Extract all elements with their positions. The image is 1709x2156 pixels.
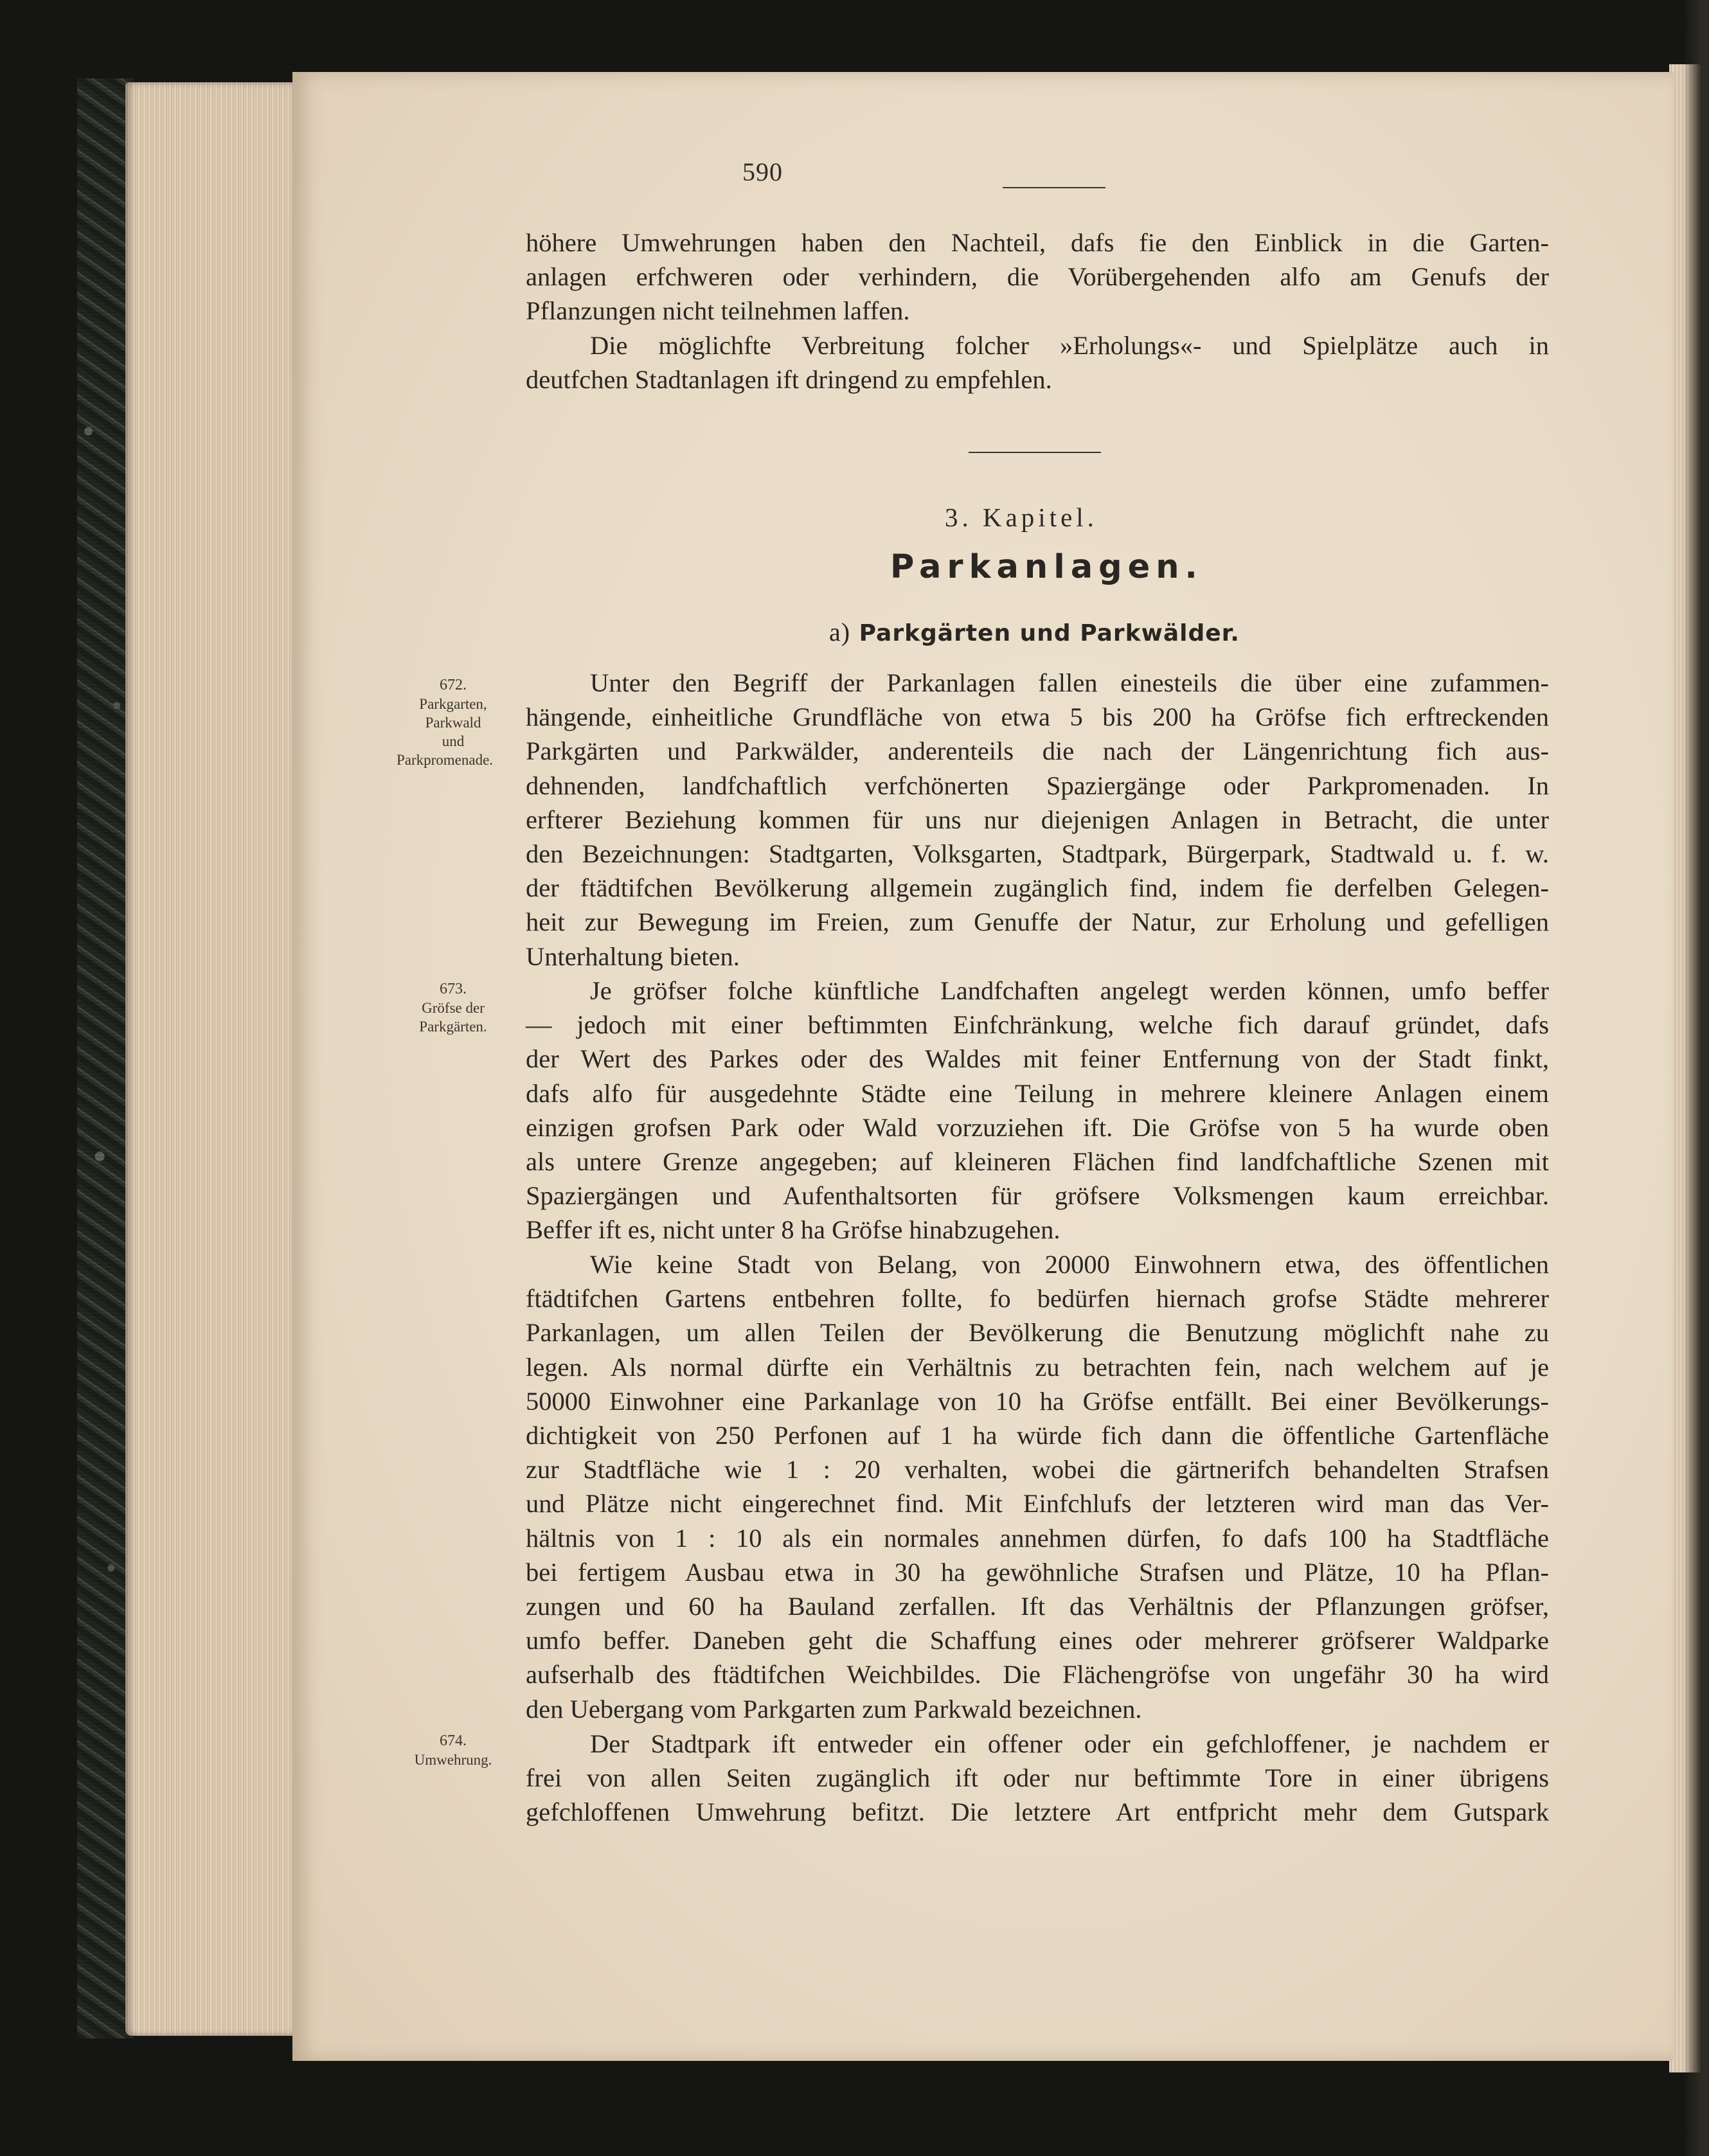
text-line: Unterhaltung bieten. <box>526 941 740 971</box>
intro-text <box>526 226 1549 396</box>
text-line: den Bezeichnungen: Stadtgarten, Volksgarten, Stadtpark, Bürgerpark, Stadtwald u. f. w. <box>526 839 1549 869</box>
text-line: Die möglichfte Verbreitung folcher »Erholungs«- und Spielplätze auch in <box>590 330 1549 360</box>
paragraph-673a <box>526 974 1549 1247</box>
text-line: Parkanlagen, um allen Teilen der Bevölkerung die Benutzung möglichft nahe zu <box>526 1318 1549 1348</box>
text-line: anlagen erfchweren oder verhindern, die Vorübergehenden alfo am Genufs der <box>526 262 1549 292</box>
margin-note-line: Parkpromenade. <box>396 752 494 768</box>
text-line: erfterer Beziehung kommen für uns nur diejenigen Anlagen in Betracht, die unter <box>526 805 1549 834</box>
text-line: 50000 Einwohner eine Parkanlage von 10 ha Gröfse entfällt. Bei einer Bevölkerungs- <box>526 1386 1549 1416</box>
text-line: dafs alfo für ausgedehnte Städte eine Teilung in mehrere kleinere Anlagen einem <box>526 1078 1549 1108</box>
margin-note-number: 674. <box>440 1733 467 1749</box>
margin-note-line: und <box>442 733 465 749</box>
text-line: der Wert des Parkes oder des Waldes mit feiner Entfernung von der Stadt finkt, <box>526 1044 1549 1074</box>
text-line: als untere Grenze angegeben; auf kleineren Flächen find landfchaftliche Szenen mit <box>526 1147 1549 1177</box>
text-line: umfo beffer. Daneben geht die Schaffung eines oder mehrerer gröfserer Waldparke <box>526 1626 1549 1655</box>
margin-note-number: 673. <box>440 981 467 997</box>
text-line: gefchloffenen Umwehrung befitzt. Die letztere Art entfpricht mehr dem Gutspark <box>526 1797 1549 1827</box>
margin-note-672 <box>386 676 521 769</box>
right-shadow <box>1683 0 1709 2156</box>
text-line: frei von allen Seiten zugänglich ift oder nur beftimmte Tore in einer übrigens <box>526 1763 1549 1793</box>
text-line: Unter den Begriff der Parkanlagen fallen einesteils die über eine zufammen- <box>590 668 1549 697</box>
margin-note-line: Parkgärten. <box>419 1019 487 1035</box>
margin-note-line: Parkwald <box>425 715 481 731</box>
text-line: heit zur Bewegung im Freien, zum Genuffe der Natur, zur Erholung und gefelligen <box>526 907 1549 937</box>
text-line: höhere Umwehrungen haben den Nachteil, dafs fie den Einblick in die Garten- <box>526 228 1549 257</box>
margin-note-line: Parkgarten, <box>419 696 487 712</box>
text-line: bei fertigem Ausbau etwa in 30 ha gewöhnliche Strafsen und Plätze, 10 ha Pflan- <box>526 1557 1549 1587</box>
section-marker: a) <box>829 618 851 646</box>
text-line: Spaziergängen und Aufenthaltsorten für gröfsere Volksmengen kaum erreichbar. <box>526 1181 1549 1211</box>
text-line: dichtigkeit von 250 Perfonen auf 1 ha würde fich dann die öffentliche Gartenfläche <box>526 1421 1549 1450</box>
text-line: hängende, einheitliche Grundfläche von etwa 5 bis 200 ha Gröfse fich erftreckenden <box>526 702 1549 732</box>
text-line: Der Stadtpark ift entweder ein offener oder ein gefchloffener, je nachdem er <box>590 1729 1549 1758</box>
paragraph-674 <box>526 1727 1549 1830</box>
paragraph-672 <box>526 666 1549 974</box>
text-line: aufserhalb des ftädtifchen Weichbildes. Die Flächengröfse von ungefähr 30 ha wird <box>526 1660 1549 1689</box>
text-line: Pflanzungen nicht teilnehmen laffen. <box>526 296 910 326</box>
text-line: einzigen grofsen Park oder Wald vorzuziehen ift. Die Gröfse von 5 ha wurde oben <box>526 1112 1549 1142</box>
section-divider <box>969 452 1101 453</box>
text-line: zur Stadtfläche wie 1 : 20 verhalten, wobei die gärtnerifch behandelten Strafsen <box>526 1455 1549 1484</box>
page-number: 590 <box>742 157 783 186</box>
margin-note-line: Gröfse der <box>422 1000 485 1016</box>
text-line: legen. Als normal dürfte ein Verhältnis zu betrachten fein, nach welchem auf je <box>526 1352 1549 1382</box>
text-line: der ftädtifchen Bevölkerung allgemein zugänglich find, indem fie derfelben Gelegen- <box>526 873 1549 903</box>
margin-note-674 <box>386 1732 521 1769</box>
paragraph-673b <box>526 1247 1549 1726</box>
chapter-title: Parkanlagen. <box>890 548 1203 586</box>
margin-note-number: 672. <box>440 677 467 693</box>
text-line: — jedoch mit einer beftimmten Einfchränkung, welche fich darauf gründet, dafs <box>526 1010 1549 1040</box>
chapter-label: 3. Kapitel. <box>945 503 1098 532</box>
margin-note-line: Umwehrung. <box>414 1752 492 1768</box>
text-line: deutfchen Stadtanlagen ift dringend zu empfehlen. <box>526 364 1052 394</box>
text-line: und Plätze nicht eingerechnet find. Mit Einfchlufs der letzteren wird man das Ver- <box>526 1489 1549 1519</box>
text-line: Je gröfser folche künftliche Landfchaften angelegt werden können, umfo beffer <box>590 976 1549 1005</box>
text-line: Wie keine Stadt von Belang, von 20000 Einwohnern etwa, des öffentlichen <box>590 1250 1549 1279</box>
margin-note-673 <box>386 980 521 1036</box>
section-title: Parkgärten und Parkwälder. <box>859 620 1240 646</box>
text-line: Parkgärten und Parkwälder, anderenteils die nach der Längenrichtung fich aus- <box>526 736 1549 766</box>
text-line: Beffer ift es, nicht unter 8 ha Gröfse hinabzugehen. <box>526 1215 1060 1245</box>
text-line: den Uebergang vom Parkgarten zum Parkwald bezeichnen. <box>526 1694 1142 1724</box>
section-heading <box>829 617 1240 647</box>
text-line: zungen und 60 ha Bauland zerfallen. Ift das Verhältnis der Pflanzungen gröfser, <box>526 1592 1549 1621</box>
page-number-rule <box>1003 187 1105 188</box>
text-line: dehnenden, landfchaftlich verfchönerten Spaziergänge oder Parkpromenaden. In <box>526 771 1549 800</box>
text-line: hältnis von 1 : 10 als ein normales annehmen dürfen, fo dafs 100 ha Stadtfläche <box>526 1523 1549 1553</box>
text-line: ftädtifchen Gartens entbehren follte, fo bedürfen hiernach grofse Städte mehrerer <box>526 1284 1549 1314</box>
